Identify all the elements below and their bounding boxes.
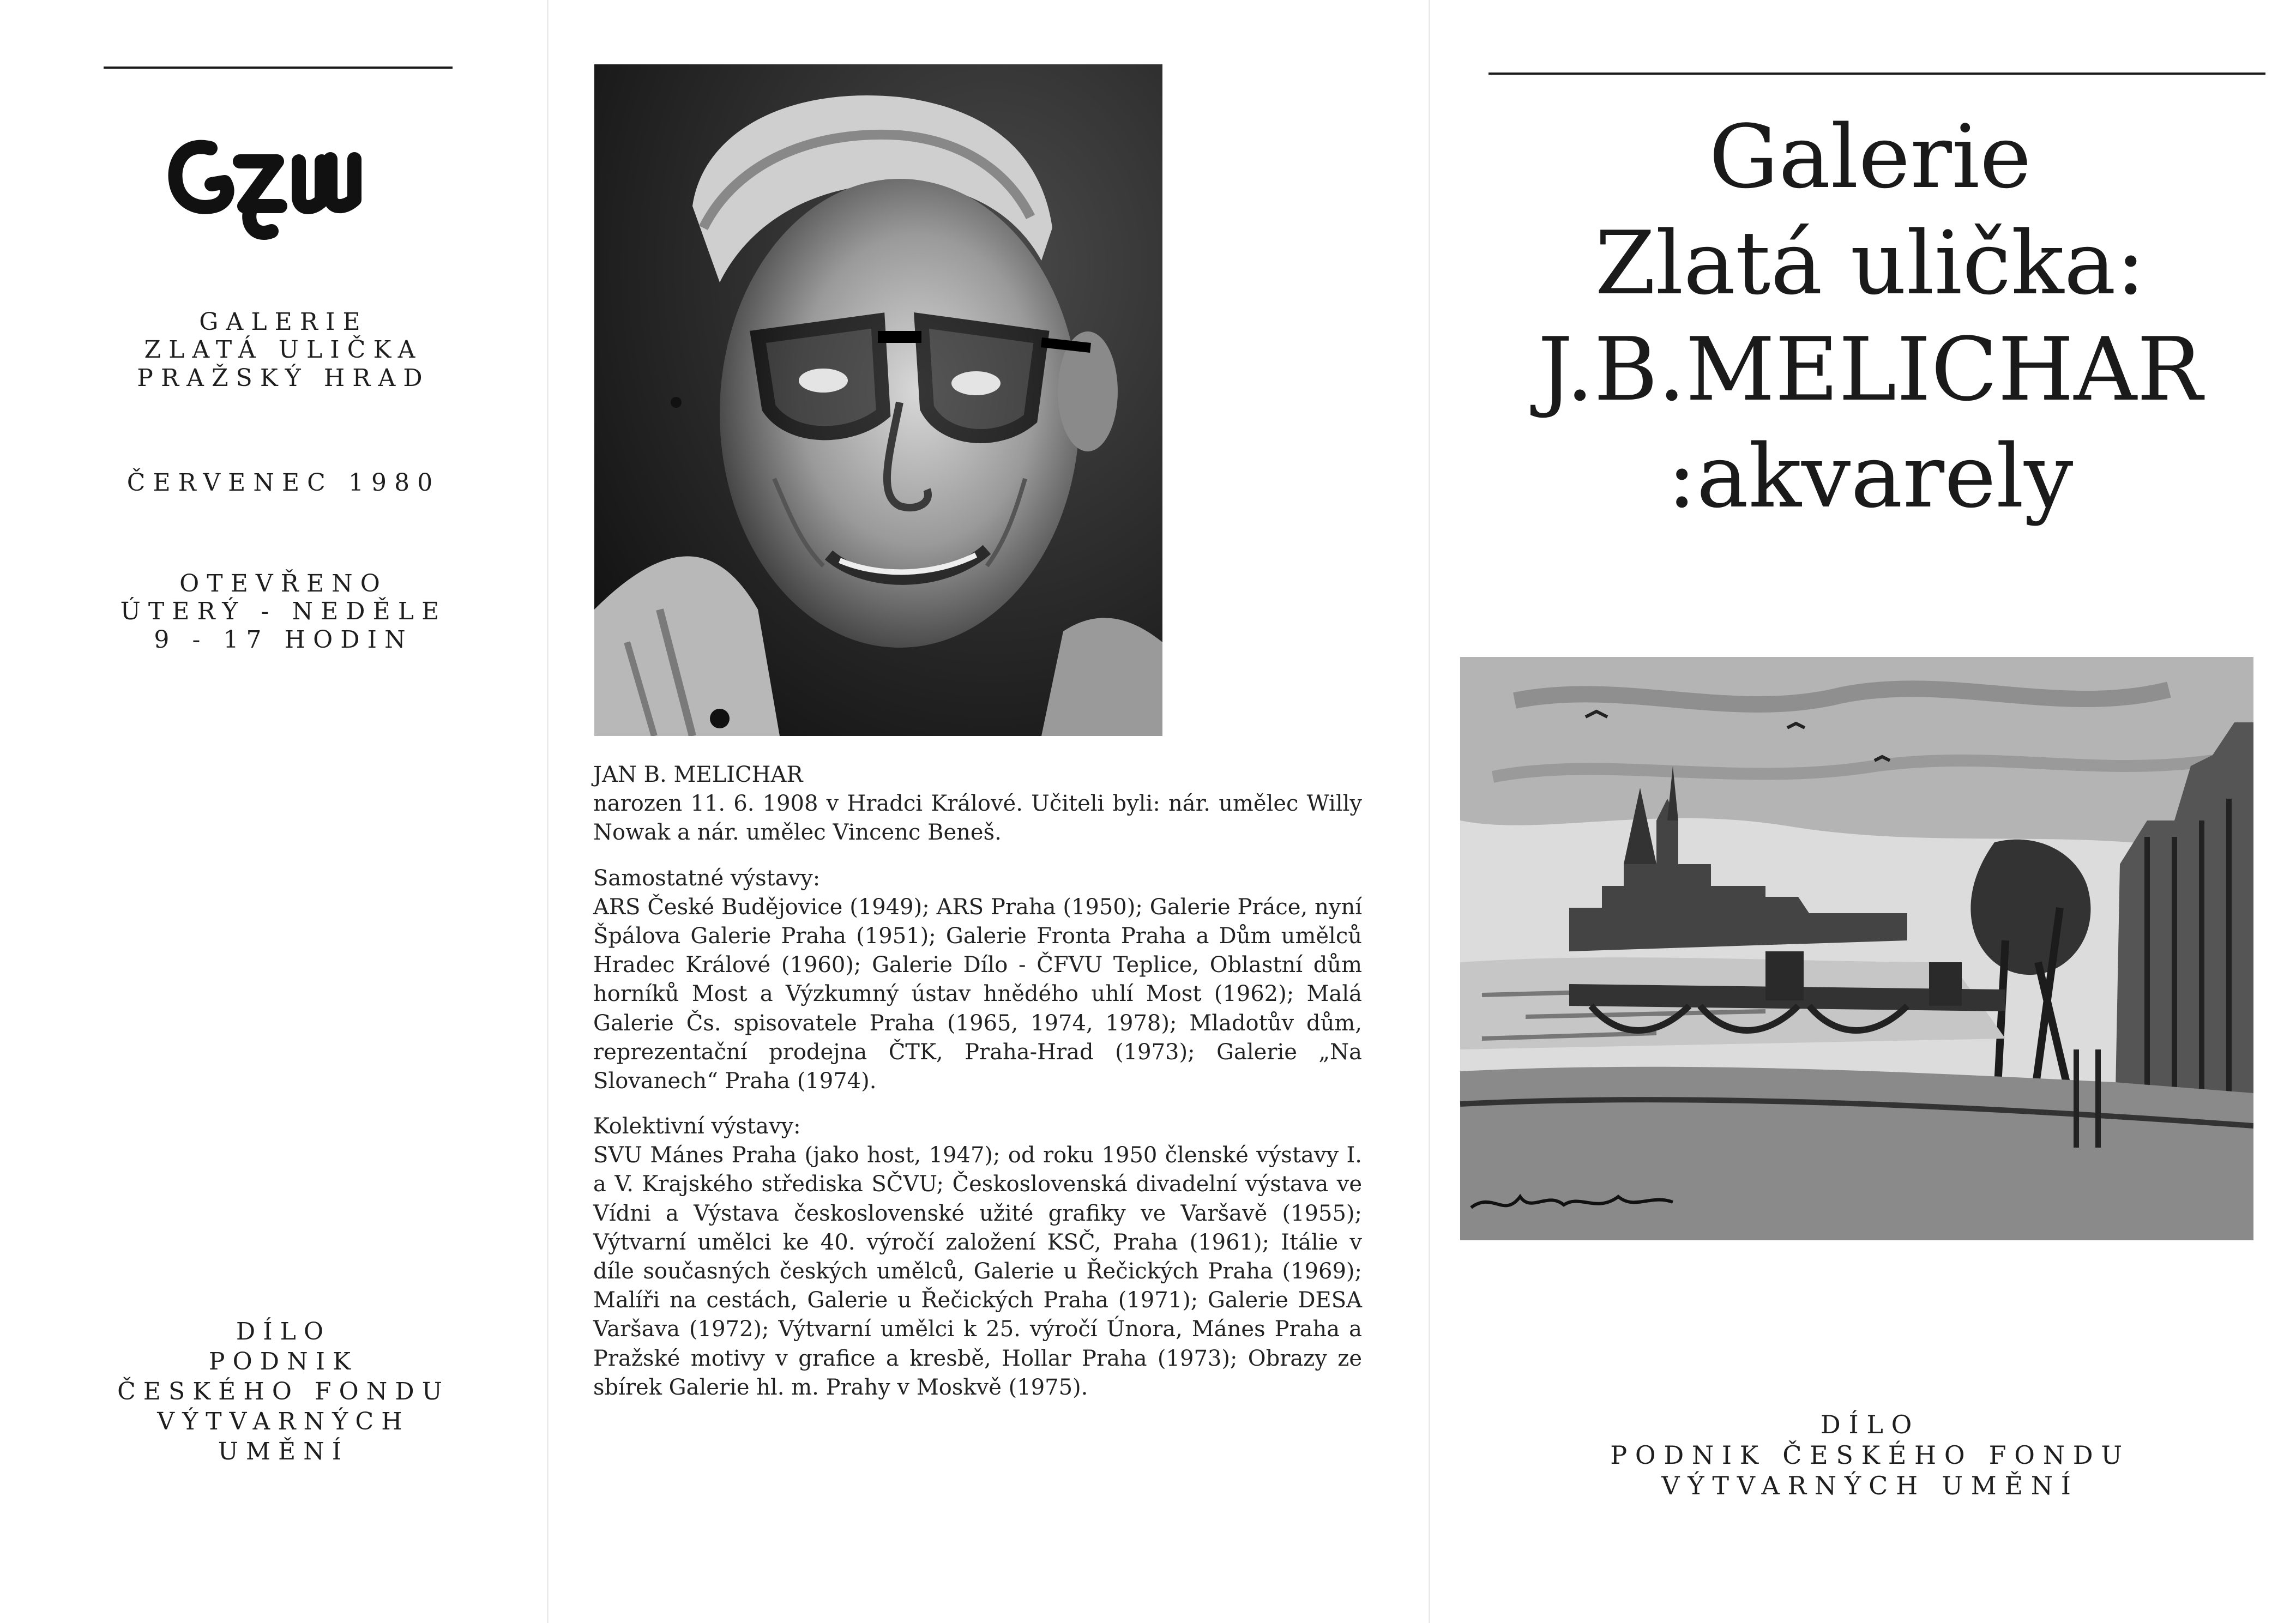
bio-name: JAN B. MELICHAR xyxy=(593,762,803,787)
bio-intro: narozen 11. 6. 1908 v Hradci Králové. Učiteli byli: nár. umělec Willy Nowak a nár. umělec Vincenc Beneš. xyxy=(593,791,1362,846)
top-rule xyxy=(104,67,453,69)
address-line: ZLATÁ ULIČKA xyxy=(144,336,423,364)
organizer-line: UMĚNÍ xyxy=(218,1438,349,1465)
artist-biography xyxy=(593,761,1362,1419)
gallery-address xyxy=(87,308,480,392)
organizer-line: DÍLO xyxy=(236,1318,332,1346)
group-heading: Kolektivní výstavy: xyxy=(593,1114,801,1139)
watercolour-illustration xyxy=(1460,657,2253,1240)
organizer-block xyxy=(87,1317,480,1467)
solo-exhibitions: ARS České Budějovice (1949); ARS Praha (1950); Galerie Práce, nyní Špálova Galerie Praha (1951); Galerie Fronta Praha a Dům umělců Hradec Králové (1960); Galerie Dílo - ČFVU Teplice, Oblastní dům horníků Most a Výzkumný ústav hnědého uhlí Most (1962); Malá Galerie Čs. spisovatele Praha (1965, 1974, 1978); Mladotův dům, reprezentační prodejna ČTK, Praha-Hrad (1973); Galerie „Na Slovanech“ Praha (1974). xyxy=(593,894,1362,1094)
address-line: PRAŽSKÝ HRAD xyxy=(137,364,430,392)
exhibition-date: ČERVENEC 1980 xyxy=(126,469,441,497)
title-line: Zlatá ulička: xyxy=(1595,212,2146,315)
opening-line: ÚTERÝ - NEDĚLE xyxy=(120,598,447,626)
organizer-line: PODNIK xyxy=(208,1348,359,1375)
organizer-line: VÝTVARNÝCH UMĚNÍ xyxy=(1661,1471,2079,1501)
gzu-logo xyxy=(164,109,393,245)
fold-line xyxy=(547,0,549,1623)
organizer-line: PODNIK ČESKÉHO FONDU xyxy=(1610,1440,2130,1470)
organizer-block xyxy=(1505,1409,2235,1501)
address-line: GALERIE xyxy=(199,308,368,336)
title-line: J.B.MELICHAR xyxy=(1538,318,2203,421)
group-exhibitions: SVU Mánes Praha (jako host, 1947); od roku 1950 členské výstavy I. a V. Krajského střediska SČVU; Československá divadelní výstava ve Vídni a Výstava československé užité grafiky ve Varšavě (1955); Výtvarní umělci ke 40. výročí založení KSČ, Praha (1961); Itálie v díle současných českých umělců, Galerie u Řečických Praha (1969); Malíři na cestách, Galerie u Řečických Praha (1971); Galerie DESA Varšava (1972); Výtvarní umělci k 25. výročí Února, Mánes Praha a Pražské motivy v grafice a kresbě, Hollar Praha (1973); Obrazy ze sbírek Galerie hl. m. Prahy v Moskvě (1975). xyxy=(593,1143,1362,1400)
top-rule xyxy=(1489,73,2265,75)
title-line: :akvarely xyxy=(1667,425,2074,527)
fold-line xyxy=(1429,0,1430,1623)
portrait-image xyxy=(594,64,1162,736)
opening-line: 9 - 17 HODIN xyxy=(154,625,413,654)
painting-image xyxy=(1460,657,2253,1240)
organizer-line: DÍLO xyxy=(1820,1410,1920,1439)
artist-portrait xyxy=(594,64,1162,736)
solo-heading: Samostatné výstavy: xyxy=(593,865,821,891)
title-line: Galerie xyxy=(1709,106,2032,208)
organizer-line: ČESKÉHO FONDU xyxy=(117,1378,450,1405)
exhibition-title xyxy=(1472,104,2268,529)
logo-text: GZU xyxy=(164,109,165,110)
opening-hours xyxy=(87,570,480,654)
organizer-line: VÝTVARNÝCH xyxy=(157,1408,410,1435)
opening-line: OTEVŘENO xyxy=(179,570,388,598)
